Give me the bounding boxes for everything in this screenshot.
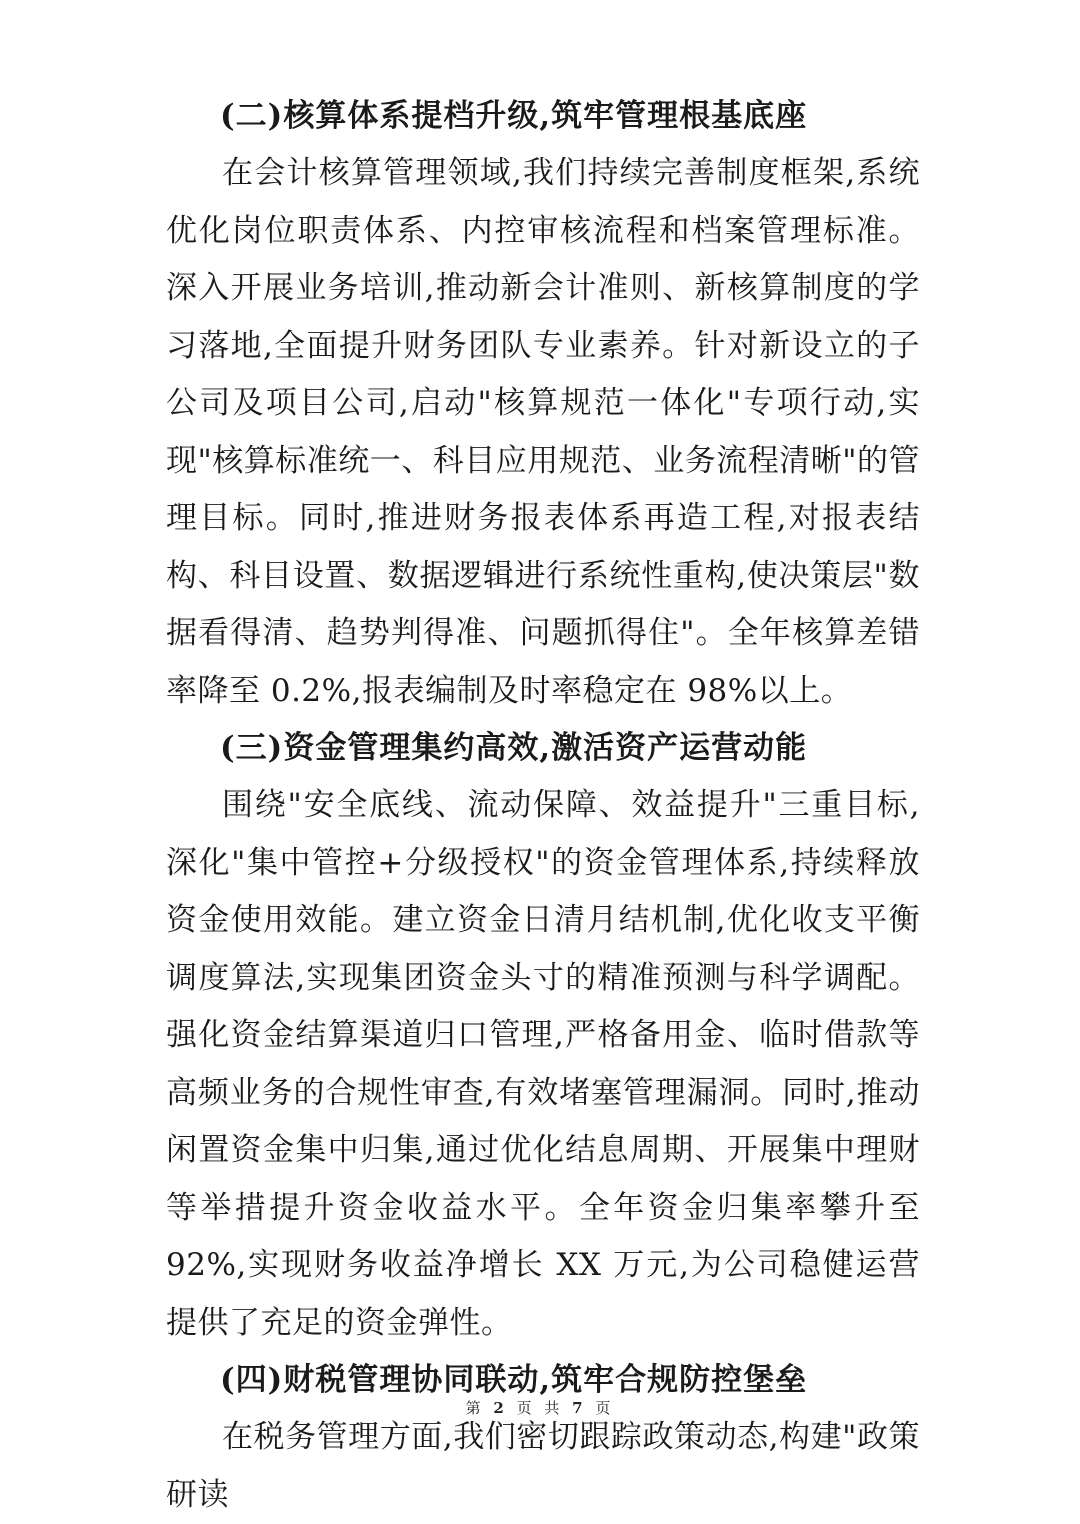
footer-suffix: 页 <box>595 1399 615 1417</box>
footer-prefix: 第 <box>465 1399 485 1417</box>
section-heading-3: (三)资金管理集约高效,激活资产运营动能 <box>220 730 808 766</box>
section-heading-4: (四)财税管理协同联动,筑牢合规防控堡垒 <box>220 1362 808 1398</box>
footer-middle: 页 共 <box>516 1399 564 1417</box>
section-body-2: 在会计核算管理领域,我们持续完善制度框架,系统优化岗位职责体系、内控审核流程和档案管理标准。深入开展业务培训,推动新会计准则、新核算制度的学习落地,全面提升财务团队专业素养。针对新设立的子公司及项目公司,启动"核算规范一体化"专项行动,实现"核算标准统一、科目应用规范、业务流程清晰"的管理目标。同时,推进财务报表体系再造工程,对报表结构、科目设置、数据逻辑进行系统性重构,使决策层"数据看得清、趋势判得准、问题抓得住"。全年核算差错率降至 0.2%,报表编制及时率稳定在 98%以上。 <box>166 155 921 709</box>
section-body-4: 在税务管理方面,我们密切跟踪政策动态,构建"政策研读 <box>166 1419 920 1513</box>
total-page-number: 7 <box>572 1399 587 1417</box>
page-footer <box>0 1397 1080 1418</box>
document-page <box>166 88 920 1524</box>
current-page-number: 2 <box>493 1399 508 1417</box>
section-body-3: 围绕"安全底线、流动保障、效益提升"三重目标,深化"集中管控+分级授权"的资金管理体系,持续释放资金使用效能。建立资金日清月结机制,优化收支平衡调度算法,实现集团资金头寸的精准预测与科学调配。强化资金结算渠道归口管理,严格备用金、临时借款等高频业务的合规性审查,有效堵塞管理漏洞。同时,推动闲置资金集中归集,通过优化结息周期、开展集中理财等举措提升资金收益水平。全年资金归集率攀升至 92%,实现财务收益净增长 XX 万元,为公司稳健运营提供了充足的资金弹性。 <box>166 787 920 1341</box>
section-heading-2: (二)核算体系提档升级,筑牢管理根基底座 <box>220 98 808 134</box>
